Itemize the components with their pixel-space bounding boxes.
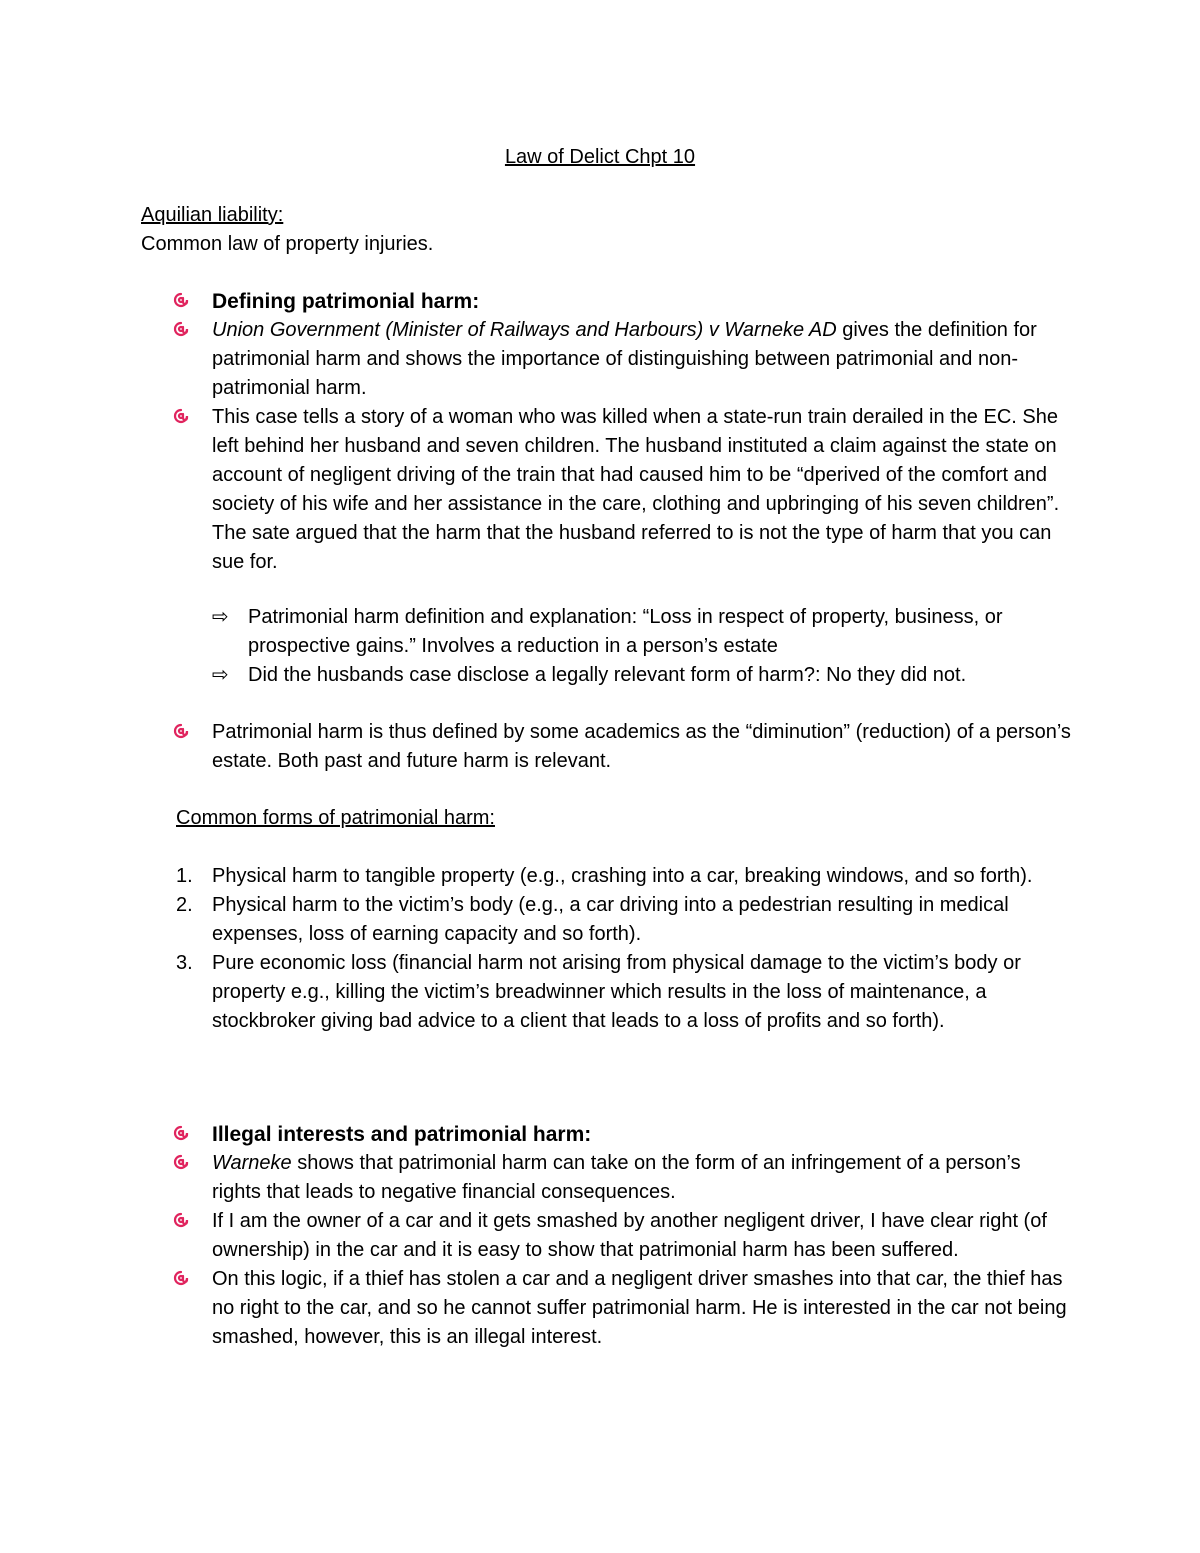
- section-heading-aquilian: Aquilian liability:: [141, 204, 284, 226]
- list-item: [172, 1149, 1072, 1207]
- list-number: 2.: [176, 894, 193, 916]
- list-number: 3.: [176, 952, 193, 974]
- section-subtext: Common law of property injuries.: [141, 233, 434, 255]
- swirl-bullet-icon: [172, 1120, 192, 1149]
- numbered-item-text: Pure economic loss (financial harm not arising from physical damage to the victim’s body or property e.g., killing the victim’s breadwinner which results in the loss of maintenance, a stockbroker giving bad advice to a client that leads to a loss of profits and so forth).: [212, 952, 1021, 1032]
- list-item: [172, 287, 1072, 316]
- double-arrow-icon: ⇨: [212, 664, 229, 686]
- list-item: [172, 862, 1072, 891]
- list-item: [172, 316, 1072, 403]
- list-item: [172, 1265, 1072, 1352]
- swirl-bullet-icon: [172, 1207, 192, 1236]
- numbered-item-text: Physical harm to the victim’s body (e.g., a car driving into a pedestrian resulting in medical expenses, loss of earning capacity and so forth).: [212, 894, 1009, 945]
- bullet-list-2: [172, 718, 1072, 776]
- arrow-list: [212, 603, 1072, 690]
- swirl-bullet-icon: [172, 287, 192, 316]
- list-number: 1.: [176, 865, 193, 887]
- swirl-bullet-icon: [172, 1149, 192, 1178]
- document-title: Law of Delict Chpt 10: [504, 146, 696, 168]
- bullet-list-1: [172, 287, 1072, 577]
- case-name: Union Government (Minister of Railways and Harbours) v Warneke AD: [212, 319, 837, 341]
- numbered-list: [172, 862, 1072, 1036]
- section-heading-common-forms: Common forms of patrimonial harm:: [176, 807, 495, 829]
- case-name: Warneke: [212, 1152, 292, 1174]
- bullet-list-3: [172, 1120, 1072, 1352]
- bullet-text: This case tells a story of a woman who was killed when a state-run train derailed in the EC. She left behind her husband and seven children. The husband instituted a claim against the state on account of negligent driving of the train that had caused him to be “dperived of the comfort and society of his wife and her assistance in the care, clothing and upbringing of his seven children”. The sate argued that the harm that the husband referred to is not the type of harm that you can sue for.: [212, 406, 1060, 573]
- bullet-text: shows that patrimonial harm can take on the form of an infringement of a person’s rights that leads to negative financial consequences.: [212, 1152, 1021, 1203]
- list-item: [212, 661, 1072, 690]
- numbered-item-text: Physical harm to tangible property (e.g., crashing into a car, breaking windows, and so forth).: [212, 865, 1033, 887]
- arrow-item-text: Patrimonial harm definition and explanation: “Loss in respect of property, business, or prospective gains.” Involves a reduction in a person’s estate: [248, 606, 1003, 657]
- double-arrow-icon: ⇨: [212, 606, 229, 628]
- section-aquilian: [141, 201, 1041, 259]
- bullet-text: Patrimonial harm is thus defined by some academics as the “diminution” (reduction) of a person’s estate. Both past and future harm is relevant.: [212, 721, 1071, 772]
- arrow-item-text: Did the husbands case disclose a legally relevant form of harm?: No they did not.: [248, 664, 967, 686]
- list-item: [172, 718, 1072, 776]
- list-item: [172, 403, 1072, 577]
- swirl-bullet-icon: [172, 718, 192, 747]
- bullet-text: On this logic, if a thief has stolen a car and a negligent driver smashes into that car, the thief has no right to the car, and so he cannot suffer patrimonial harm. He is interested in the car not being smashed, however, this is an illegal interest.: [212, 1268, 1067, 1348]
- swirl-bullet-icon: [172, 316, 192, 345]
- swirl-bullet-icon: [172, 1265, 192, 1294]
- bullet-text: gives the definition for patrimonial harm and shows the importance of distinguishing between patrimonial and non-patrimonial harm.: [212, 319, 1037, 399]
- list-item: [172, 1120, 1072, 1149]
- list-item: [172, 891, 1072, 949]
- swirl-bullet-icon: [172, 403, 192, 432]
- bullet-heading-text: Illegal interests and patrimonial harm:: [212, 1123, 592, 1146]
- list-item: [212, 603, 1072, 661]
- list-item: [172, 949, 1072, 1036]
- bullet-text: If I am the owner of a car and it gets smashed by another negligent driver, I have clear right (of ownership) in the car and it is easy to show that patrimonial harm has been suffered.: [212, 1210, 1047, 1261]
- list-item: [172, 1207, 1072, 1265]
- bullet-heading-text: Defining patrimonial harm:: [212, 290, 480, 313]
